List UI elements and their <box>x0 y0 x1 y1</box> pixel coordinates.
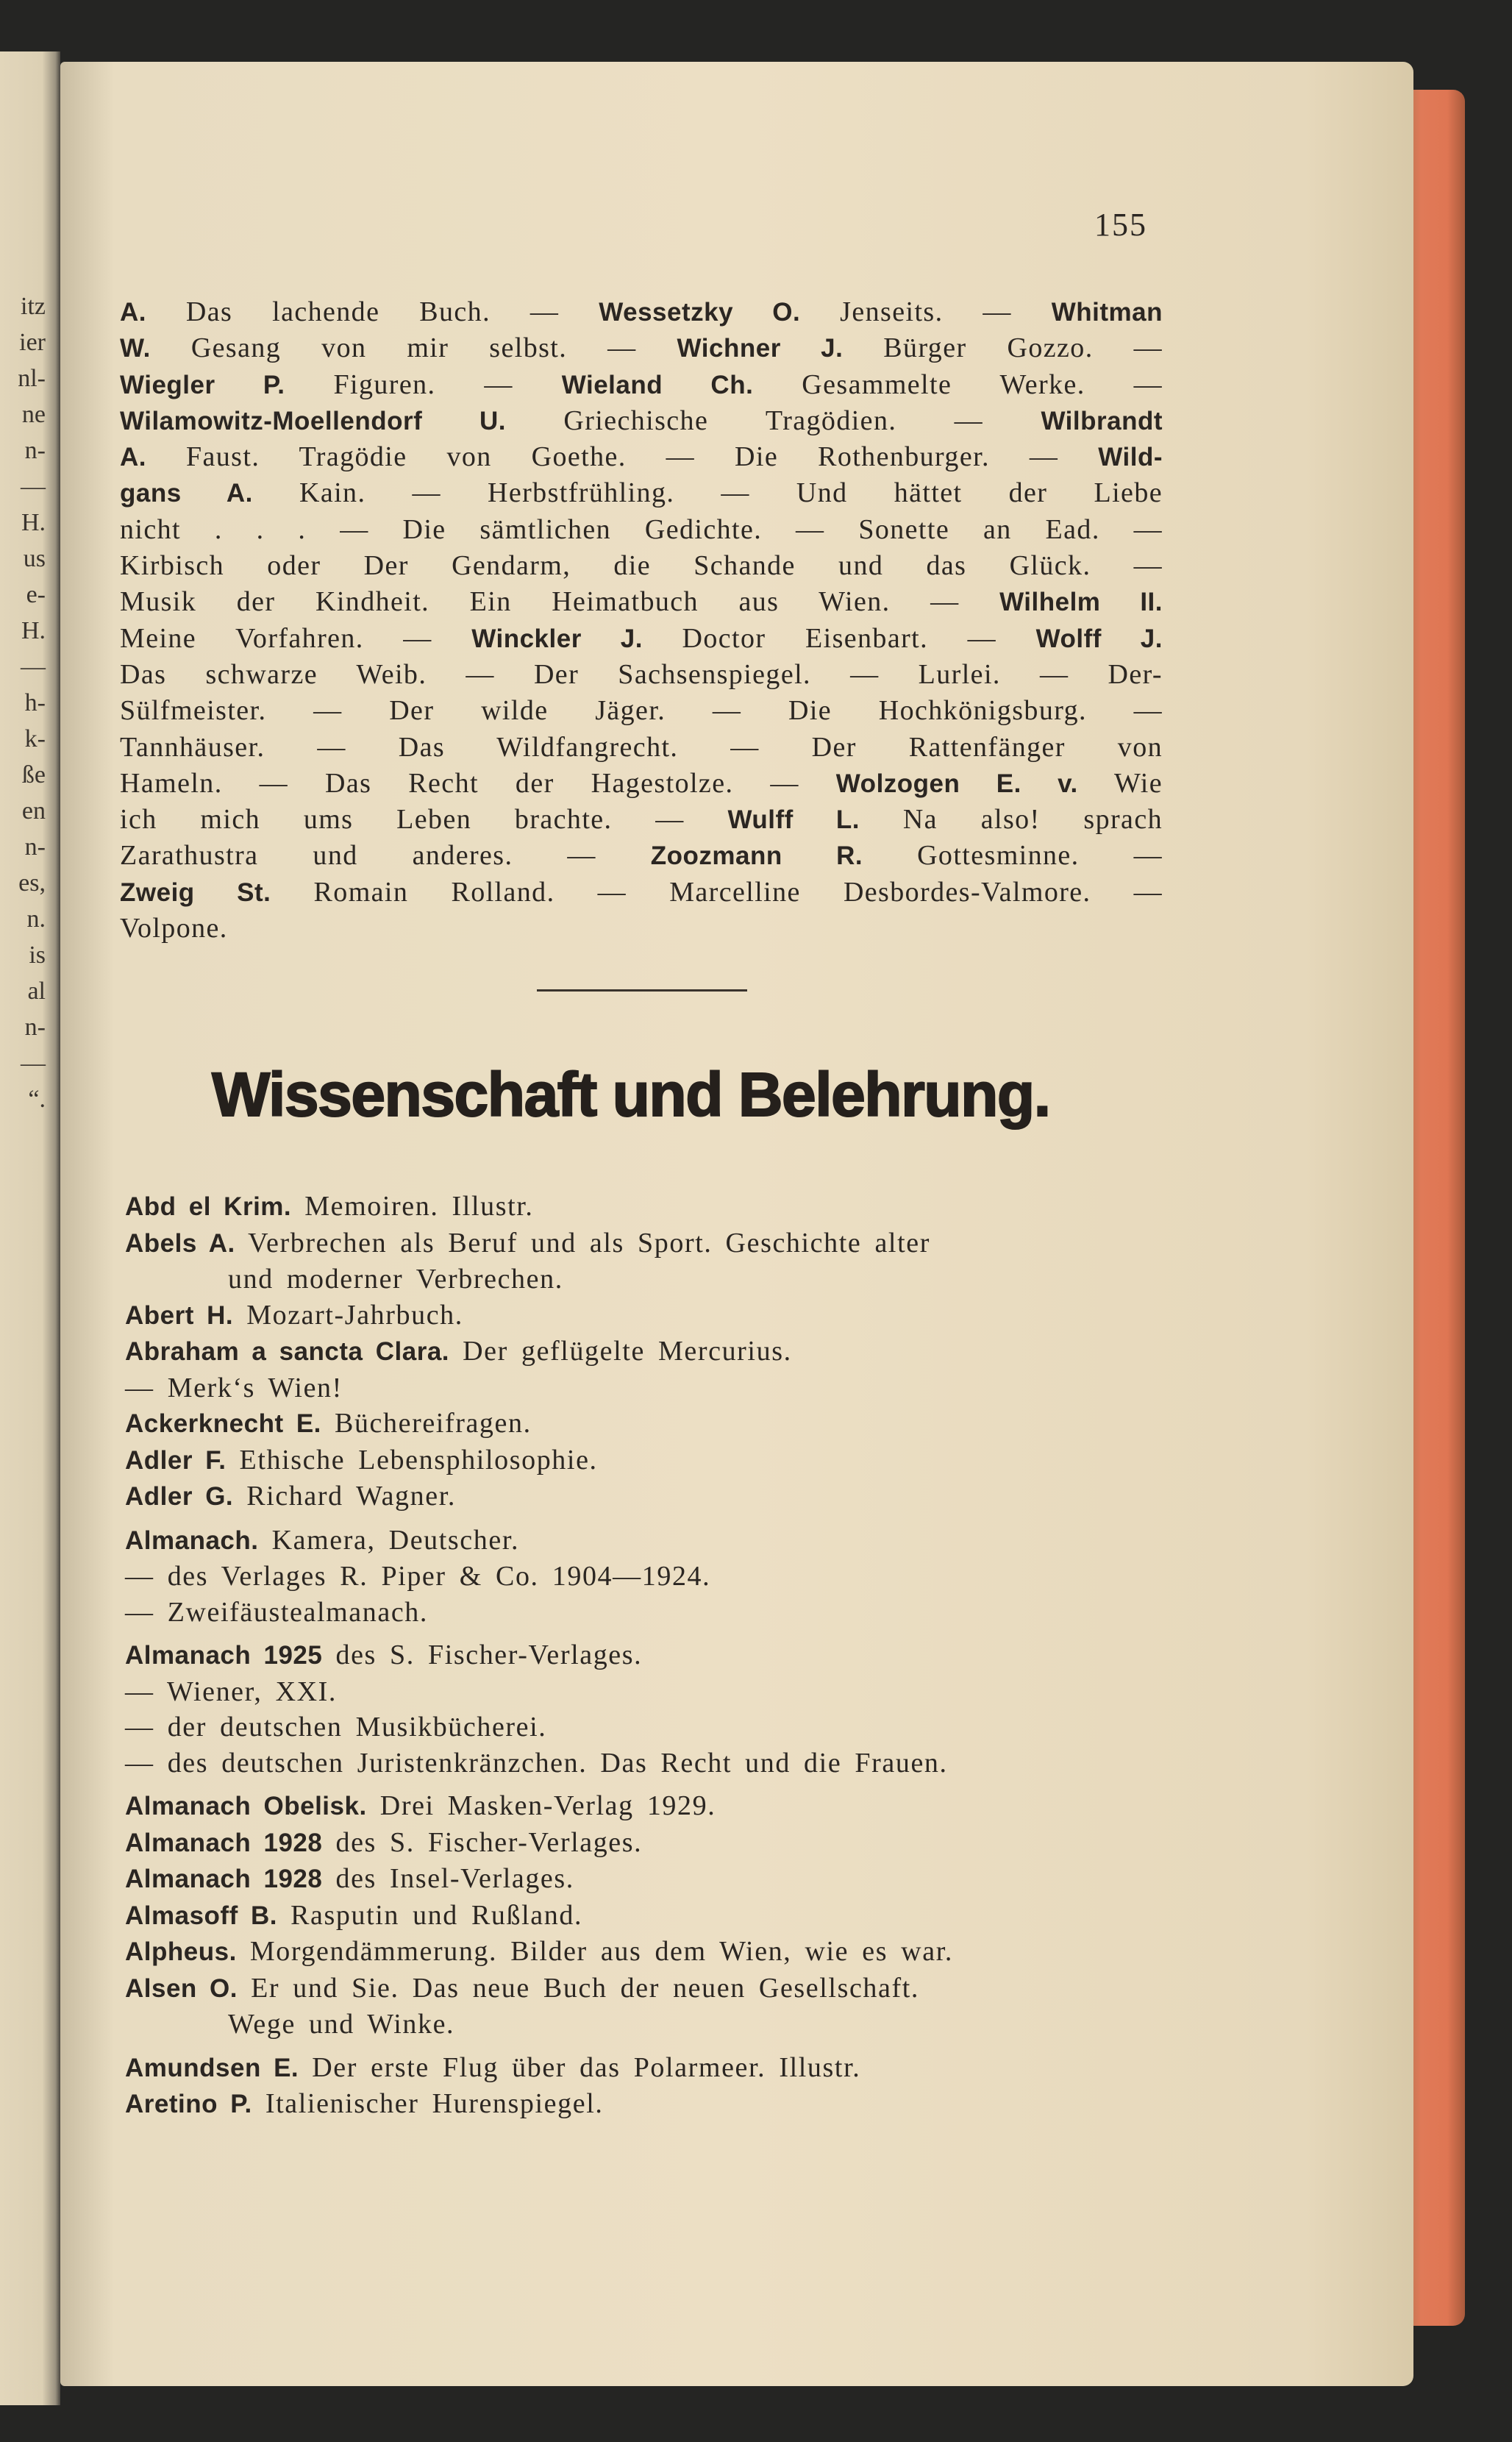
entry-title: Kamera, Deutscher. <box>258 1524 520 1556</box>
entry-title: Der erste Flug über das Polarmeer. Illustr. <box>299 2051 861 2083</box>
author-name: Aretino P. <box>125 2090 252 2118</box>
author-name: Ackerknecht E. <box>125 1409 321 1438</box>
entry-title: Mozart-Jahrbuch. <box>233 1299 463 1331</box>
left-page-fragment: e- <box>26 581 46 608</box>
author-name: Wild- <box>1098 443 1163 472</box>
author-name: Whitman <box>1051 298 1163 327</box>
text-run: Jenseits. — <box>800 296 1052 327</box>
author-name: Abraham a sancta Clara. <box>125 1337 450 1366</box>
left-page-fragment: “. <box>28 1086 46 1113</box>
text-run: Gottesminne. — <box>863 840 1163 872</box>
bibliography-entry <box>125 1225 1184 1297</box>
author-name: Alpheus. <box>125 1937 237 1966</box>
left-page-fragment: n- <box>24 437 46 464</box>
author-name: Amundsen E. <box>125 2053 299 2082</box>
left-page-fragment: — <box>21 473 46 500</box>
bibliography-entry <box>125 1637 1184 1674</box>
text-run: Musik der Kindheit. Ein Heimatbuch aus Wien. — <box>120 586 1000 618</box>
author-name: A. <box>120 443 146 472</box>
text-run: Tannhäuser. — Das Wildfangrecht. — Der Rattenfänger von <box>120 731 1163 763</box>
text-run: Romain Rolland. — Marcelline Desbordes-Valmore. — <box>271 876 1163 908</box>
text-run: Na also! sprach <box>860 804 1163 836</box>
author-name: Wiegler P. <box>120 370 285 399</box>
text-run: Sülfmeister. — Der wilde Jäger. — Die Hochkönigsburg. — <box>120 695 1163 727</box>
left-page-fragment: k- <box>24 725 46 752</box>
bibliography-entry <box>125 1370 1184 1406</box>
author-name: Winckler J. <box>471 624 643 653</box>
bibliography-entry <box>125 1934 1184 1971</box>
left-page-fragment: h- <box>24 689 46 716</box>
paragraph-line <box>120 512 1163 548</box>
paragraph-line <box>120 875 1163 911</box>
author-name: Adler G. <box>125 1482 234 1511</box>
bibliography-entry <box>125 1442 1184 1479</box>
author-name: Almanach 1925 <box>125 1641 323 1670</box>
bibliography-entry <box>125 1788 1184 1825</box>
author-name: Wessetzky O. <box>599 298 801 327</box>
left-page-fragment: al <box>27 978 46 1005</box>
paragraph-line <box>120 693 1163 729</box>
author-name: Wichner J. <box>677 334 844 363</box>
author-name: Almanach 1928 <box>125 1865 323 1893</box>
section-heading: Wissenschaft und Belehrung. <box>212 1060 1050 1129</box>
left-page-fragment: n. <box>26 905 46 933</box>
author-name: Wilamowitz-Moellendorf U. <box>120 406 506 435</box>
paragraph-line <box>120 766 1163 802</box>
entry-title: Memoiren. Illustr. <box>291 1191 534 1222</box>
text-run: Faust. Tragödie von Goethe. — Die Rothenburger. — <box>146 441 1099 473</box>
left-page-fragment: ier <box>19 329 46 356</box>
author-name: W. <box>120 334 151 363</box>
author-name: Alsen O. <box>125 1973 238 2003</box>
author-name: Almasoff B. <box>125 1901 277 1930</box>
text-run: Gesammelte Werke. — <box>753 369 1163 400</box>
entry-title: Italienischer Hurenspiegel. <box>252 2088 604 2119</box>
left-page-fragment: ne <box>21 401 46 428</box>
author-name: Almanach. <box>125 1526 259 1555</box>
entry-title: — Wiener, XXI. <box>125 1676 338 1707</box>
left-page-fragment: ße <box>21 761 46 789</box>
text-run: nicht . . . — Die sämtlichen Gedichte. — Sonette an Ead. — <box>120 513 1163 545</box>
bibliography-entry <box>125 1406 1184 1442</box>
paragraph-line <box>120 911 1163 947</box>
paragraph-line <box>120 621 1163 657</box>
bibliography-entry <box>125 1478 1184 1515</box>
entry-title: des S. Fischer-Verlages. <box>322 1826 643 1858</box>
entry-title: Er und Sie. Das neue Buch der neuen Gesellschaft. <box>237 1972 920 2004</box>
bibliography-entry <box>125 1559 1184 1595</box>
page-number: 155 <box>1094 207 1147 243</box>
bibliography-entry <box>125 1745 1184 1781</box>
text-run: Volpone. <box>120 913 228 944</box>
bibliography-entry <box>125 1523 1184 1559</box>
entry-title: — der deutschen Musikbücherei. <box>125 1712 547 1742</box>
bibliography-entry <box>125 1297 1184 1334</box>
left-page-fragment: H. <box>21 617 46 644</box>
text-run: Kirbisch oder Der Gendarm, die Schande und das Glück. — <box>120 550 1163 582</box>
text-run: Hameln. — Das Recht der Hagestolze. — <box>120 767 836 799</box>
entry-continuation: Wege und Winke. <box>228 2009 455 2040</box>
left-page-fragment: H. <box>21 509 46 536</box>
left-page-fragment: nl- <box>18 365 46 392</box>
text-run: Gesang von mir selbst. — <box>150 332 677 364</box>
entry-title: Morgendämmerung. Bilder aus dem Wien, wie es war. <box>236 1936 953 1967</box>
author-name: gans A. <box>120 479 253 508</box>
author-name: Adler F. <box>125 1445 227 1475</box>
paragraph-line <box>120 330 1163 366</box>
entry-continuation: und moderner Verbrechen. <box>228 1264 563 1295</box>
bibliography-entry <box>125 2086 1184 2123</box>
author-name: Abels A. <box>125 1228 235 1258</box>
paragraph-line <box>120 838 1163 874</box>
entry-title: — Zweifäustealmanach. <box>125 1596 428 1628</box>
author-name: Almanach 1928 <box>125 1828 323 1857</box>
paragraph-line <box>120 367 1163 403</box>
previous-page-edge <box>0 51 60 2405</box>
text-run: ich mich ums Leben brachte. — <box>120 804 728 836</box>
continued-paragraph <box>120 294 1163 947</box>
section-divider <box>537 989 747 992</box>
text-run: Das schwarze Weib. — Der Sachsenspiegel. — Lurlei. — Der- <box>120 658 1163 690</box>
author-name: Wilbrandt <box>1041 406 1163 435</box>
left-page-fragment: us <box>23 545 46 572</box>
entry-title: Büchereifragen. <box>321 1408 532 1439</box>
left-page-fragment: — <box>21 1050 46 1077</box>
author-name: Zoozmann R. <box>650 841 863 871</box>
bibliography-entry <box>125 1334 1184 1370</box>
bibliography-entry <box>125 1825 1184 1862</box>
author-name: Wieland Ch. <box>561 370 754 399</box>
bibliography-entry <box>125 1189 1184 1225</box>
paragraph-line <box>120 548 1163 584</box>
text-run: Griechische Tragödien. — <box>505 405 1041 436</box>
entry-title: — des deutschen Juristenkränzchen. Das Recht und die Frauen. <box>125 1747 948 1779</box>
entry-title: Ethische Lebensphilosophie. <box>226 1444 598 1475</box>
left-page-fragment: n- <box>24 833 46 861</box>
text-run: Das lachende Buch. — <box>146 296 599 327</box>
author-name: Abd el Krim. <box>125 1192 292 1221</box>
paragraph-line <box>120 730 1163 766</box>
entry-title: Der geflügelte Mercurius. <box>449 1336 792 1367</box>
author-name: Zweig St. <box>120 878 271 907</box>
left-page-fragment: n- <box>24 1014 46 1041</box>
bibliography-entry <box>125 1898 1184 1934</box>
paragraph-line <box>120 657 1163 693</box>
left-page-fragment: itz <box>21 293 46 320</box>
author-name: Almanach Obelisk. <box>125 1792 367 1820</box>
entry-title: Rasputin und Rußland. <box>277 1899 583 1931</box>
entry-title: des S. Fischer-Verlages. <box>322 1640 643 1670</box>
paragraph-line <box>120 475 1163 511</box>
left-page-fragment: en <box>21 797 46 825</box>
text-run: Wie <box>1077 767 1163 799</box>
text-run: Figuren. — <box>285 369 562 400</box>
text-run: Doctor Eisenbart. — <box>642 622 1036 654</box>
entry-title: Drei Masken-Verlag 1929. <box>366 1790 716 1821</box>
entry-title: — Merk‘s Wien! <box>125 1372 343 1403</box>
entry-title: — des Verlages R. Piper & Co. 1904—1924. <box>125 1561 711 1592</box>
paragraph-line <box>120 439 1163 475</box>
author-name: Wulff L. <box>727 805 860 835</box>
left-page-fragment: es, <box>18 869 46 897</box>
bibliography-entry <box>125 1674 1184 1710</box>
text-run: Kain. — Herbstfrühling. — Und hättet der Liebe <box>252 477 1163 509</box>
author-name: Wolff J. <box>1035 624 1163 653</box>
author-name: A. <box>120 298 146 327</box>
text-run: Meine Vorfahren. — <box>120 622 472 654</box>
text-run: Zarathustra und anderes. — <box>120 840 651 872</box>
book-edge <box>1406 90 1465 2326</box>
bibliography-entry <box>125 1709 1184 1745</box>
entry-title: Verbrechen als Beruf und als Sport. Geschichte alter <box>235 1227 930 1259</box>
bibliography-entry <box>125 1595 1184 1631</box>
entry-title: des Insel-Verlages. <box>322 1863 574 1894</box>
bibliography-entry <box>125 2050 1184 2087</box>
left-page-fragment: — <box>21 653 46 680</box>
text-run: Bürger Gozzo. — <box>843 332 1163 364</box>
paragraph-line <box>120 294 1163 330</box>
author-name: Wilhelm II. <box>999 588 1163 617</box>
author-name: Wolzogen E. v. <box>835 769 1078 798</box>
bibliography-entry <box>125 1861 1184 1898</box>
bibliography-entry <box>125 1971 1184 2043</box>
paragraph-line <box>120 584 1163 620</box>
left-page-fragment: is <box>29 941 46 969</box>
bibliography-list <box>125 1189 1184 2123</box>
paragraph-line <box>120 802 1163 838</box>
author-name: Abert H. <box>125 1300 234 1330</box>
entry-title: Richard Wagner. <box>233 1481 456 1512</box>
paragraph-line <box>120 403 1163 439</box>
